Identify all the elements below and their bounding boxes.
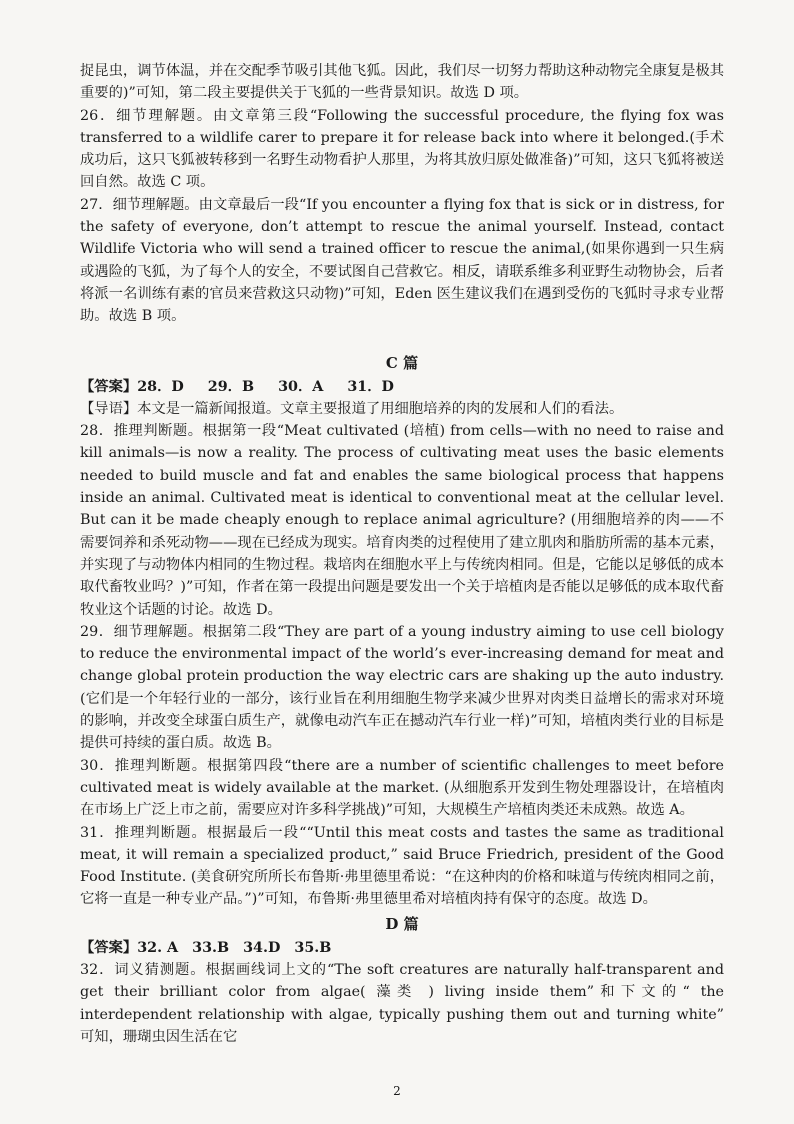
answer-label: 【答案】 [80, 378, 138, 395]
answer-33: 33.B [192, 939, 230, 956]
paragraph-q28: 28．推理判断题。根据第一段“Meat cultivated (培植) from cells—with no need to raise and kill animals—is now a reality. The process of cultivating meat uses the basic elements needed to build muscle and fat and enables the same biological process that happens inside an animal. Cultivated meat is identical to conventional meat at the cellular level. But can it be made cheaply enough to replace animal agriculture? (用细胞培养的肉——不需要饲养和杀死动物——现在已经成为现实。培育肉类的过程使用了建立肌肉和脂肪所需的基本元素，并实现了与动物体内相同的生物过程。栽培肉在细胞水平上与传统肉相同。但是，它能以足够低的成本取代畜牧业吗？)”可知，作者在第一段提出问题是要发出一个关于培植肉是否能以足够低的成本取代畜牧业这个话题的讨论。故选 D。 [80, 423, 729, 618]
paragraph-q31: 31．推理判断题。根据最后一段““Until this meat costs and tastes the same as traditional meat, it will remain a specialized product,” said Bruce Friedrich, president of the Good Food Institute. (美食研究所所长布鲁斯·弗里德里希说：“在这种肉的价格和味道与传统肉相同之前，它将一直是一种专业产品。”)”可知，布鲁斯·弗里德里希对培植肉持有保守的态度。故选 D。 [80, 824, 729, 908]
paragraph-q27: 27．细节理解题。由文章最后一段“If you encounter a flying fox that is sick or in distress, for the safety of everyone, don’t attempt to rescue the animal yourself. Instead, contact Wildlife Victoria who will send a trained officer to rescue the animal,(如果你遇到一只生病或遇险的飞狐，为了每个人的安全，不要试图自己营救它。相反，请联系维多利亚野生动物协会，后者将派一名训练有素的官员来营救这只动物)”可知，Eden 医生建议我们在遇到受伤的飞狐时寻求专业帮助。故选 B 项。 [80, 196, 729, 325]
paragraph-c-intro: 【导语】本文是一篇新闻报道。文章主要报道了用细胞培养的肉的发展和人们的看法。 [80, 400, 624, 417]
paragraph-q26: 26．细节理解题。由文章第三段“Following the successful procedure, the flying fox was transferred to a wildlife carer to prepare it for release back into where it belonged.(手术成功后，这只飞狐被转移到一名野生动物看护人那里，为将其放归原处做准备)”可知，这只飞狐将被送回自然。故选 C 项。 [80, 107, 729, 191]
page-number: 2 [393, 1084, 401, 1098]
section-d-answers [80, 937, 724, 959]
answer-label: 【答案】 [80, 939, 138, 956]
section-c-answers [80, 376, 724, 398]
paragraph-q25-tail: 捉昆虫，调节体温，并在交配季节吸引其他飞狐。因此，我们尽一切努力帮助这种动物完全康复是极其重要的)”可知，第二段主要提供关于飞狐的一些背景知识。故选 D 项。 [80, 63, 724, 102]
section-d-title: D 篇 [385, 914, 419, 933]
paragraph-q29: 29．细节理解题。根据第二段“They are part of a young industry aiming to use cell biology to reduce the environmental impact of the world’s ever-increasing demand for meat and change global protein production the way electric cars are shaking up the auto industry. (它们是一个年轻行业的一部分，该行业旨在利用细胞生物学来减少世界对肉类日益增长的需求对环境的影响，并改变全球蛋白质生产，就像电动汽车正在撼动汽车行业一样)”可知，培植肉类行业的目标是提供可持续的蛋白质。故选 B。 [80, 623, 729, 752]
answer-34: 34.D [243, 939, 281, 956]
paragraph-q32: 32．词义猜测题。根据画线词上文的“The soft creatures are naturally half-transparent and get their brilliant color from algae( 藻类 ) living inside them”和下文的“ the interdependent relationship with algae, typically pushing them out and turning white” 可知，珊瑚虫因生活在它 [80, 961, 729, 1045]
answer-32: 32. A [137, 939, 179, 956]
answer-30: 30．A [278, 378, 324, 395]
answer-28: 28．D [137, 378, 184, 395]
answer-35: 35.B [294, 939, 332, 956]
answer-31: 31．D [347, 378, 394, 395]
answer-29: 29．B [207, 378, 255, 395]
paragraph-q30: 30．推理判断题。根据第四段“there are a number of scientific challenges to meet before cultivated meat is widely available at the market. (从细胞系开发到生物处理器设计，在培植肉在市场上广泛上市之前，需要应对许多科学挑战)”可知，大规模生产培植肉类还未成熟。故选 A。 [80, 757, 729, 819]
section-c-title: C 篇 [385, 353, 419, 372]
